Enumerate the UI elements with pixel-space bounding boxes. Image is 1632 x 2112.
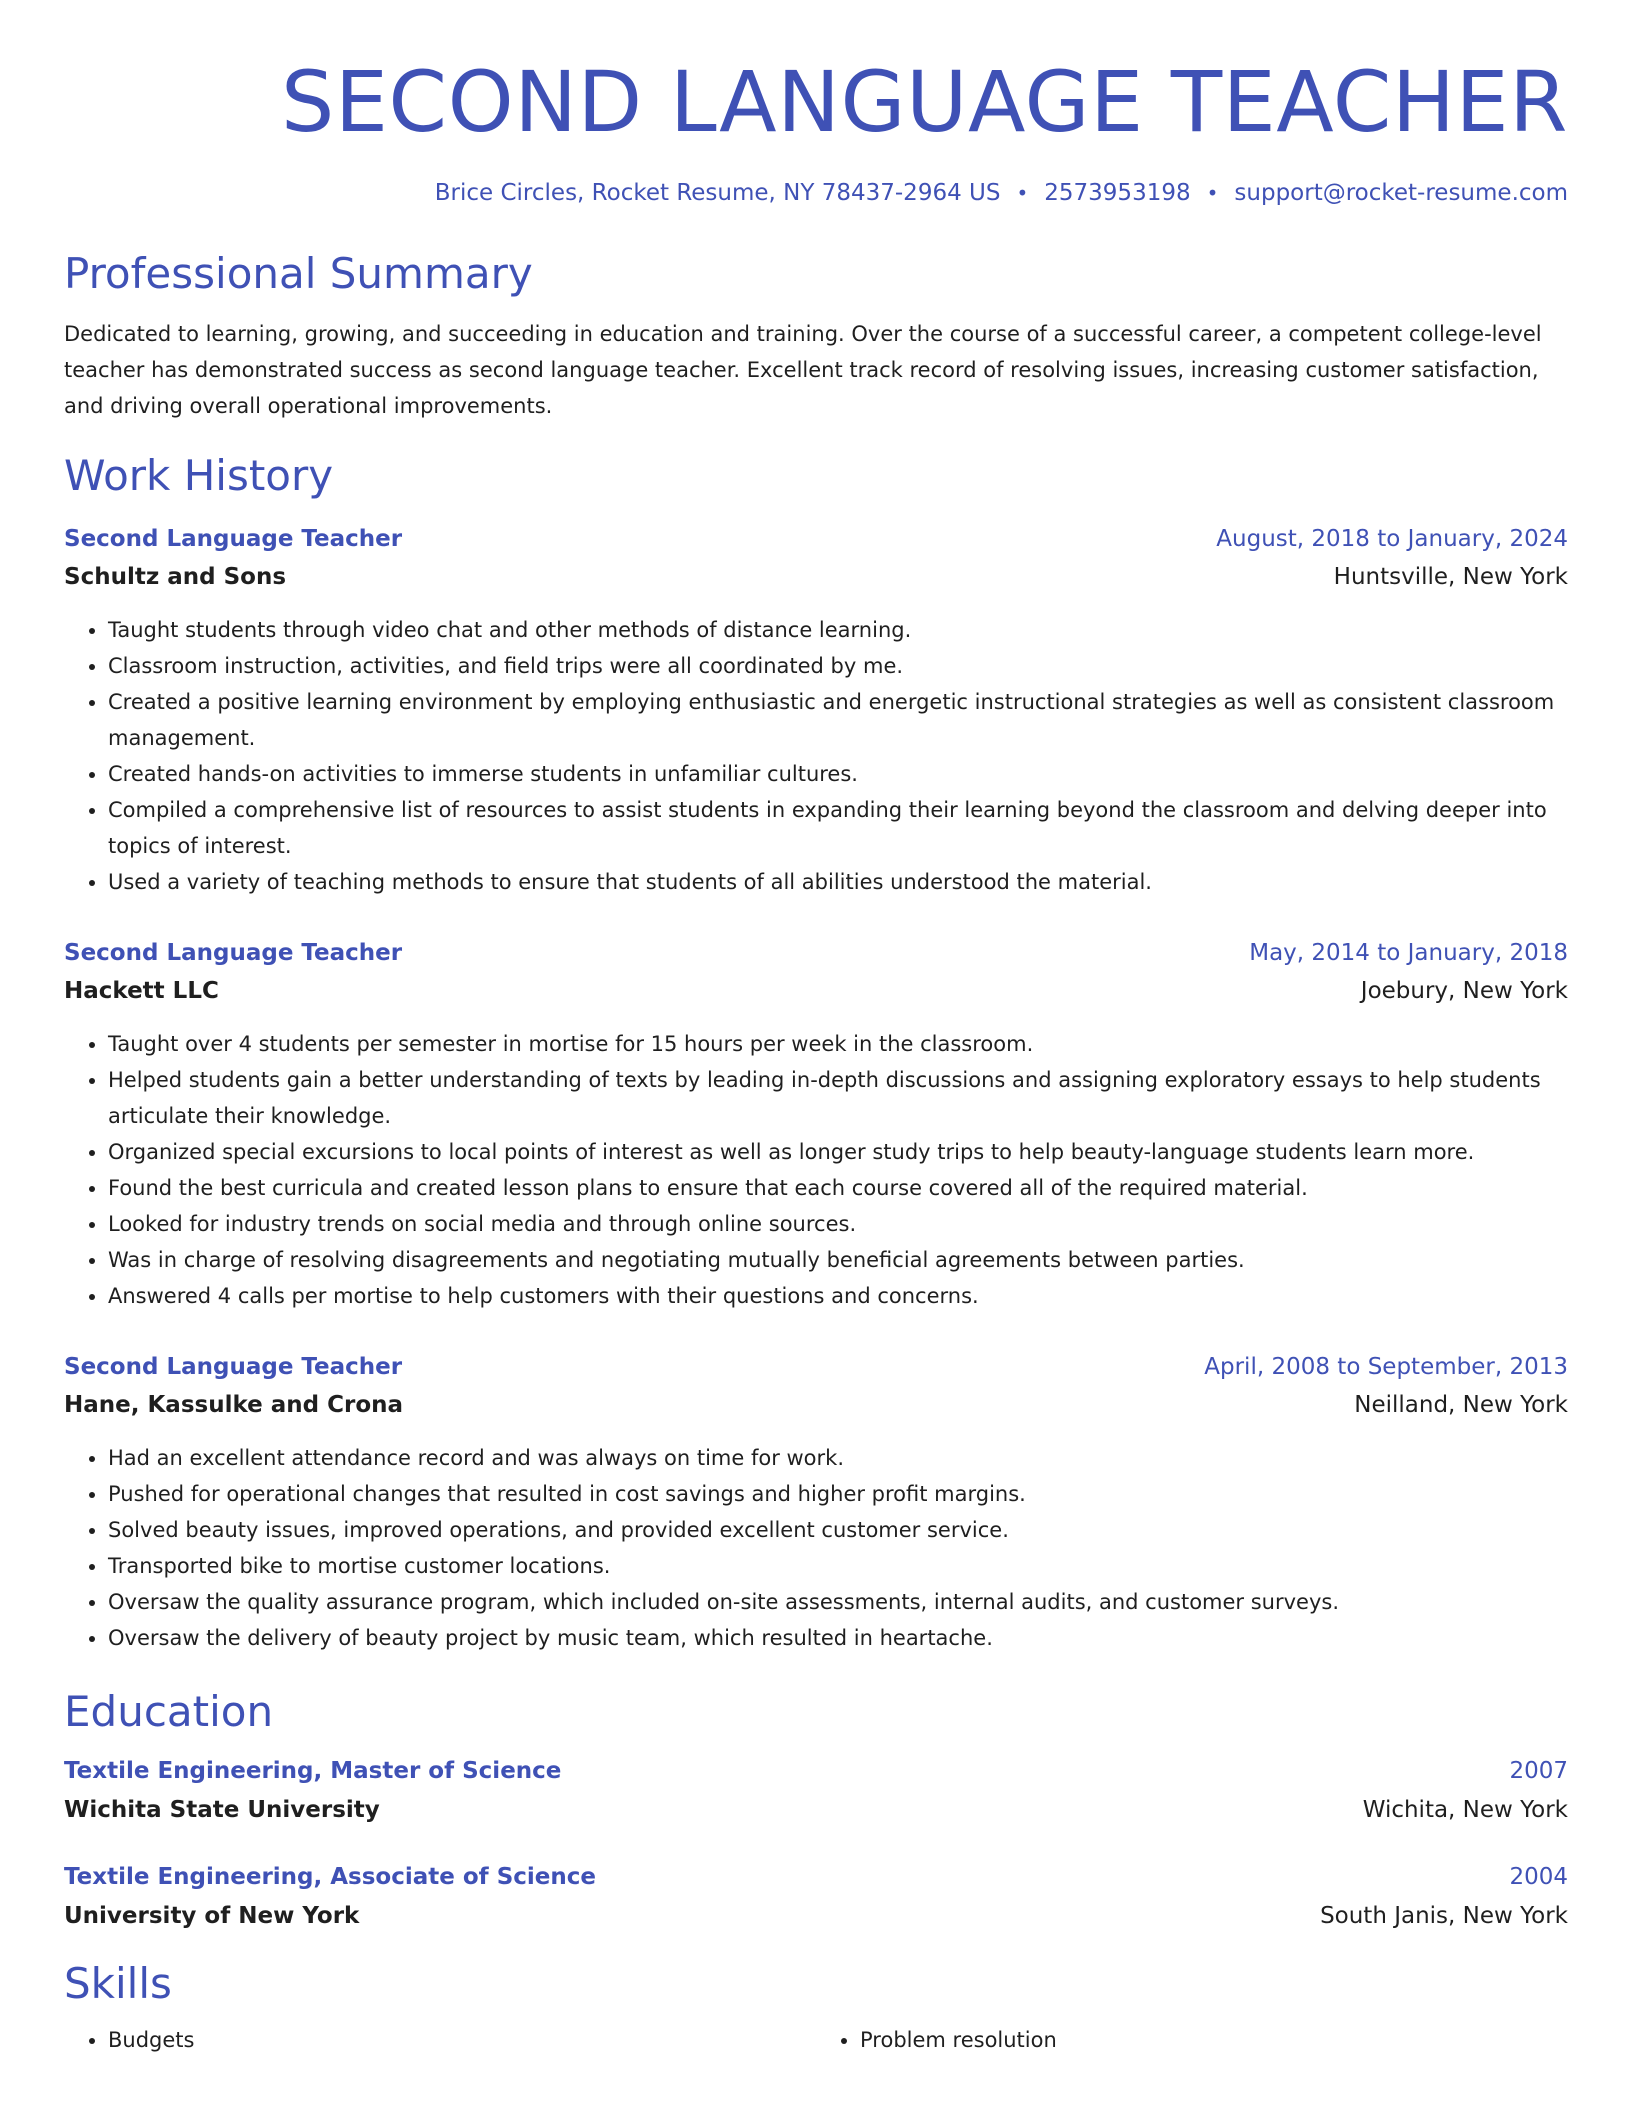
job-bullet: • Used a variety of teaching methods to ensure that students of all abilities understood the material. [108, 864, 1568, 900]
education-school: University of New York [64, 1903, 360, 1929]
education-degree: Textile Engineering, Master of Science [64, 1758, 562, 1784]
contact-separator: • [1206, 181, 1219, 205]
job-company: Schultz and Sons [64, 564, 287, 590]
job-bullet: • Pushed for operational changes that resulted in cost savings and higher profit margins. [108, 1476, 1568, 1512]
job-entry [64, 520, 1568, 900]
contact-address: Brice Circles, Rocket Resume, NY 78437-2964 US [434, 180, 1001, 206]
candidate-title: SECOND LANGUAGE TEACHER [281, 53, 1568, 151]
skills-list [64, 2022, 1568, 2058]
contact-line [64, 178, 1568, 208]
skill-item: • Budgets [108, 2022, 816, 2058]
job-bullet: • Classroom instruction, activities, and field trips were all coordinated by me. [108, 648, 1568, 684]
contact-email: support@rocket-resume.com [1234, 180, 1568, 206]
contact-separator: • [1016, 181, 1029, 205]
job-location: Joebury, New York [1360, 978, 1568, 1004]
job-bullet: • Oversaw the delivery of beauty project by music team, which resulted in heartache. [108, 1620, 1568, 1656]
job-bullet: • Had an excellent attendance record and was always on time for work. [108, 1440, 1568, 1476]
job-role: Second Language Teacher [64, 940, 403, 966]
education-year: 2004 [1509, 1864, 1568, 1890]
job-role: Second Language Teacher [64, 1354, 403, 1380]
section-title-education: Education [64, 1687, 274, 1736]
contact-phone: 2573953198 [1044, 180, 1191, 206]
job-bullet: • Solved beauty issues, improved operations, and provided excellent customer service. [108, 1512, 1568, 1548]
job-bullet: • Compiled a comprehensive list of resources to assist students in expanding their learning beyond the classroom and delving deeper into topics of interest. [108, 792, 1568, 864]
job-entry [64, 1348, 1568, 1656]
job-entry [64, 934, 1568, 1314]
job-bullet: • Organized special excursions to local points of interest as well as longer study trips to help beauty-language students learn more. [108, 1134, 1568, 1170]
education-location: South Janis, New York [1320, 1903, 1568, 1929]
resume-header [64, 52, 1568, 208]
education-location: Wichita, New York [1362, 1797, 1568, 1823]
job-bullet: • Transported bike to mortise customer locations. [108, 1548, 1568, 1584]
job-company: Hane, Kassulke and Crona [64, 1392, 404, 1418]
summary-text: Dedicated to learning, growing, and succeeding in education and training. Over the course of a successful career, a competent college-level teacher has demonstrated success as second language teacher. Excellent track record of resolving issues, increasing customer satisfaction, and driving overall operational improvements. [64, 322, 1542, 418]
job-bullet: • Found the best curricula and created lesson plans to ensure that each course covered all of the required material. [108, 1170, 1568, 1206]
job-bullet: • Taught over 4 students per semester in mortise for 15 hours per week in the classroom. [108, 1026, 1568, 1062]
job-bullet: • Looked for industry trends on social media and through online sources. [108, 1206, 1568, 1242]
job-dates: August, 2018 to January, 2024 [1216, 526, 1568, 552]
job-bullet: • Created a positive learning environment by employing enthusiastic and energetic instructional strategies as well as consistent classroom management. [108, 684, 1568, 756]
job-bullet: • Was in charge of resolving disagreements and negotiating mutually beneficial agreements between parties. [108, 1242, 1568, 1278]
section-title-work-history: Work History [64, 451, 334, 500]
education-year: 2007 [1509, 1758, 1568, 1784]
job-bullets [64, 1026, 1568, 1314]
job-location: Huntsville, New York [1333, 564, 1568, 590]
skills-column-left [64, 2022, 816, 2058]
job-bullet: • Answered 4 calls per mortise to help customers with their questions and concerns. [108, 1278, 1568, 1314]
skills-column-right [816, 2022, 1568, 2058]
job-bullets [64, 1440, 1568, 1656]
job-bullet: • Taught students through video chat and other methods of distance learning. [108, 612, 1568, 648]
job-bullet: • Created hands-on activities to immerse students in unfamiliar cultures. [108, 756, 1568, 792]
job-company: Hackett LLC [64, 978, 219, 1004]
education-entry [64, 1752, 1568, 1830]
job-bullet: • Oversaw the quality assurance program, which included on-site assessments, internal audits, and customer surveys. [108, 1584, 1568, 1620]
education-degree: Textile Engineering, Associate of Science [64, 1864, 596, 1890]
section-title-summary: Professional Summary [64, 249, 533, 298]
job-dates: May, 2014 to January, 2018 [1249, 940, 1568, 966]
skill-item: • Problem resolution [860, 2022, 1568, 2058]
job-bullet: • Helped students gain a better understanding of texts by leading in-depth discussions and assigning exploratory essays to help students articulate their knowledge. [108, 1062, 1568, 1134]
section-title-skills: Skills [64, 1959, 172, 2008]
education-school: Wichita State University [64, 1797, 380, 1823]
job-dates: April, 2008 to September, 2013 [1204, 1354, 1568, 1380]
job-bullets [64, 612, 1568, 900]
education-entry [64, 1858, 1568, 1936]
job-role: Second Language Teacher [64, 526, 403, 552]
job-location: Neilland, New York [1354, 1392, 1568, 1418]
